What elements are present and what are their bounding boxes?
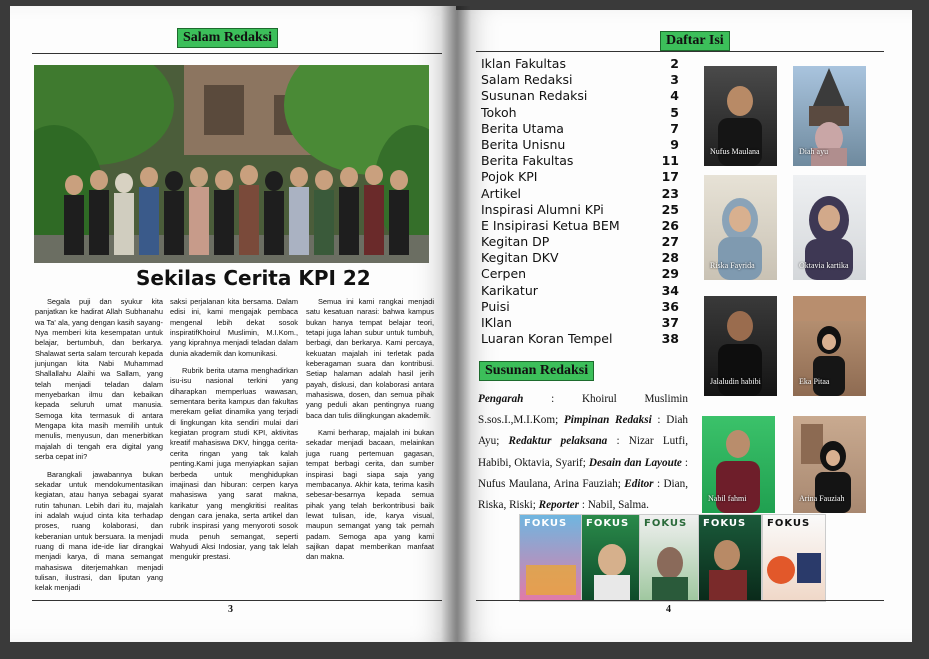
toc-page: 36 <box>661 298 679 314</box>
col3-paragraph: Kami berharap, majalah ini bukan sekadar menjadi bacaan, melainkan juga ruang pertemuan gagasan, tempat berbagi cerita, dan sumber inspirasi bagi siapa saja yang membacanya. Akhir kata, terima kasih sebesar-besarnya kepada semua pihak yang telah berkontribusi baik lewat tulisan, ide, karya visual, maupun semangat yang tak pernah padam. Semoga apa yang kami sajikan dapat memberikan manfaat dan makna. <box>306 428 434 562</box>
magazine-cover <box>762 514 826 602</box>
team-name: Oktavia kartika <box>799 261 849 270</box>
staff-value: : Dian, Riska, Riski; <box>478 477 688 512</box>
salam-redaksi-title: Salam Redaksi <box>177 28 278 48</box>
toc-page: 29 <box>661 266 679 282</box>
toc-page: 25 <box>661 201 679 217</box>
toc-page: 9 <box>670 136 679 152</box>
column-3 <box>306 297 434 570</box>
staff-value: : Nufus Maulana, Arina Fauziah; <box>478 456 689 490</box>
toc-page: 4 <box>670 88 679 104</box>
column-2 <box>170 297 298 570</box>
right-page <box>456 10 912 642</box>
staff-value: : Khoirul Muslimin S.sos.I.,M.I.Kom; <box>478 393 688 427</box>
toc-page: 2 <box>670 56 679 71</box>
toc-page: 23 <box>661 185 679 201</box>
left-page <box>10 6 456 642</box>
toc-page: 37 <box>661 315 679 330</box>
toc-title: Kegitan DKV <box>481 250 559 266</box>
toc-row[interactable] <box>481 72 679 88</box>
toc-row[interactable] <box>481 105 679 121</box>
toc-row[interactable] <box>481 153 679 169</box>
col2-paragraph: saksi perjalanan kita bersama. Dalam edisi ini, kami mengajak pembaca mengenal lebih dekat sosok inspiratifKhoirul Muslimin, M.I.Kom., yang kiprahnya menjadi teladan dalam dunia akademik dan komunikasi. <box>170 297 298 358</box>
staff-label: Desain dan Layoute <box>588 456 682 469</box>
toc-title: Berita Unisnu <box>481 136 566 152</box>
toc-title: Pojok KPI <box>481 169 538 185</box>
team-photo <box>793 416 866 513</box>
staff-label: Redaktur pelaksana <box>508 435 608 448</box>
toc-page: 28 <box>661 250 679 266</box>
toc-row[interactable] <box>481 234 679 250</box>
toc-row[interactable] <box>481 315 679 331</box>
staff-label: Reporter <box>538 499 580 512</box>
toc-row[interactable] <box>481 283 679 299</box>
toc-row[interactable] <box>481 202 679 218</box>
magazine-cover <box>698 514 762 602</box>
team-name: Diah ayu <box>799 147 829 156</box>
col1-paragraph: Segala puji dan syukur kita panjatkan ke hadirat Allah Subhanahu wa Ta' ala, yang dengan kasih sayang-Nya memberi kita kesempatan untuk belajar, bertumbuh, dan berkarya. Shalawat serta salam tercurah kepada junjungan kita Nabi Muhammad Shallallahu Alaihi wa Sallam, yang telah menjadi teladan dalam menyebarkan ilmu dan kebaikan kepada seluruh umat manusia. Semoga kita termasuk di antara Mengapa kita masih memilih untuk menulis, menyusun, dan menerbitkan majalah di tengah era digital yang serba cepat ini? <box>35 297 163 462</box>
toc-page: 3 <box>670 72 679 88</box>
magazine-cover <box>639 514 703 602</box>
book-spine-shadow <box>441 6 471 642</box>
toc-title: Iklan Fakultas <box>481 56 566 71</box>
toc-row[interactable] <box>481 186 679 202</box>
team-photo <box>793 66 866 166</box>
toc-page: 17 <box>661 169 679 185</box>
toc-row[interactable] <box>481 299 679 315</box>
team-photo <box>793 175 866 280</box>
toc-title: Luaran Koran Tempel <box>481 331 613 347</box>
toc-title: IKlan <box>481 315 512 330</box>
toc-page: 5 <box>670 104 679 120</box>
magazine-cover <box>519 514 583 602</box>
team-photo <box>704 66 777 166</box>
staff-label: Editor <box>624 477 654 490</box>
team-photo <box>702 416 775 513</box>
toc-row[interactable] <box>481 88 679 104</box>
team-name: Riska Fayrida <box>710 261 755 270</box>
magazine-cover <box>581 514 645 602</box>
team-photo <box>793 296 866 396</box>
table-of-contents <box>481 56 679 347</box>
toc-title: Berita Utama <box>481 120 564 136</box>
susunan-redaksi-title: Susunan Redaksi <box>479 361 594 381</box>
staff-label: Pimpinan Redaksi <box>563 414 652 427</box>
toc-title: Susunan Redaksi <box>481 88 588 104</box>
toc-title: Tokoh <box>481 104 517 120</box>
toc-title: Berita Fakultas <box>481 153 574 169</box>
toc-row[interactable] <box>481 218 679 234</box>
top-rule <box>32 53 442 54</box>
toc-title: Kegitan DP <box>481 234 550 250</box>
staff-value: : Nizar Lutfi, Habibi, Oktavia, Syarif; <box>478 435 688 469</box>
team-name: Eka Pitaa <box>799 377 830 386</box>
team-name: Nabil fahmi <box>708 494 747 503</box>
group-photo <box>34 65 429 263</box>
cover-brand: FOKUS <box>644 518 688 529</box>
daftar-isi-title: Daftar Isi <box>660 31 730 51</box>
toc-page: 34 <box>661 282 679 298</box>
toc-title: Artikel <box>481 185 522 201</box>
toc-page: 27 <box>661 234 679 250</box>
toc-title: Karikatur <box>481 282 538 298</box>
toc-row[interactable] <box>481 331 679 347</box>
col2-paragraph: Rubrik berita utama menghadirkan isu-isu nasional terkini yang diharapkan memperluas wawasan, sementara berita kampus dan fakultas merekam geliat dinamika yang terjadi di lingkungan kita sendiri mulai dari kegiatan program studi KPI, aktivitas kreatif mahasiswa DKV, hingga cerita-cerita ringan yang tak kalah penting.Kami juga menyiapkan sajian berbeda untuk menghidupkan imajinasi dan hiburan: cerpen karya mahasiswa yang sarat makna, karikatur yang mengkritisi realitas dengan cara jenaka, serta artikel dan rubrik inspirasi yang menyoroti sosok muda penuh semangat, seperti Wahyudi Aksi Indosiar, yang tak lelah mengukir prestasi. <box>170 366 298 562</box>
toc-page: 26 <box>661 217 679 233</box>
team-photo <box>704 296 777 396</box>
bottom-rule <box>476 600 884 601</box>
staff-value: : Diah Ayu; <box>478 414 689 448</box>
cover-brand: FOKUS <box>703 518 747 529</box>
cover-brand: FOKUS <box>767 518 811 529</box>
page-number: 3 <box>228 604 233 615</box>
toc-title: E Insipirasi Ketua BEM <box>481 217 620 233</box>
toc-page: 11 <box>661 153 679 169</box>
team-name: Arina Fauziah <box>799 494 845 503</box>
toc-row[interactable] <box>481 266 679 282</box>
toc-title: Puisi <box>481 298 510 314</box>
column-1 <box>35 297 163 601</box>
toc-row[interactable] <box>481 56 679 72</box>
toc-row[interactable] <box>481 250 679 266</box>
col1-paragraph: Barangkali jawabannya bukan sekadar untuk mendokumentasikan kegiatan, atau hanya sebagai syarat rutin tahunan. Lebih dari itu, majalah ini adalah wujud cinta kita terhadap proses, ruang kolaborasi, dan keberanian untuk bersuara. Ia menjadi ruang di mana ide-ide liar dirangkai menjadi karya, di mana semangat mahasiswa diterjemahkan menjadi tulisan, ilustrasi, dan liputan yang kelak menjadi <box>35 469 163 593</box>
page-number: 4 <box>666 604 671 615</box>
toc-title: Inspirasi Alumni KPi <box>481 201 604 217</box>
team-name: Jalaludin habibi <box>710 377 761 386</box>
toc-title: Salam Redaksi <box>481 72 573 88</box>
col3-paragraph: Semua ini kami rangkai menjadi satu kesatuan narasi: bahwa kampus bukan hanya tempat belajar teori, tetapi juga lahan subur untuk tumbuh, berbagi, dan berkarya. Kami percaya, kekuatan majalah ini terletak pada keberagaman suara dan kontribusi. Setiap halaman adalah hasil jerih payah, diskusi, dan kolaborasi antara mahasiswa, dosen, dan semua pihak yang peduli akan pentingnya ruang baca dan tulis dilingkungan akademik. <box>306 297 434 420</box>
toc-page: 38 <box>661 331 679 347</box>
cover-brand: FOKUS <box>586 518 630 529</box>
staff-label: Pengarah <box>478 393 524 405</box>
cover-brand: FOKUS <box>524 518 568 529</box>
toc-row[interactable] <box>481 121 679 137</box>
toc-row[interactable] <box>481 137 679 153</box>
top-rule <box>476 51 884 52</box>
bottom-rule <box>32 600 442 601</box>
headline: Sekilas Cerita KPI 22 <box>136 266 371 290</box>
team-photo <box>704 175 777 280</box>
toc-page: 7 <box>670 120 679 136</box>
toc-title: Cerpen <box>481 266 527 282</box>
staff-value: : Nabil, Salma. <box>579 499 649 512</box>
toc-row[interactable] <box>481 169 679 185</box>
staff-list <box>478 389 688 516</box>
team-name: Nufus Maulana <box>710 147 760 156</box>
